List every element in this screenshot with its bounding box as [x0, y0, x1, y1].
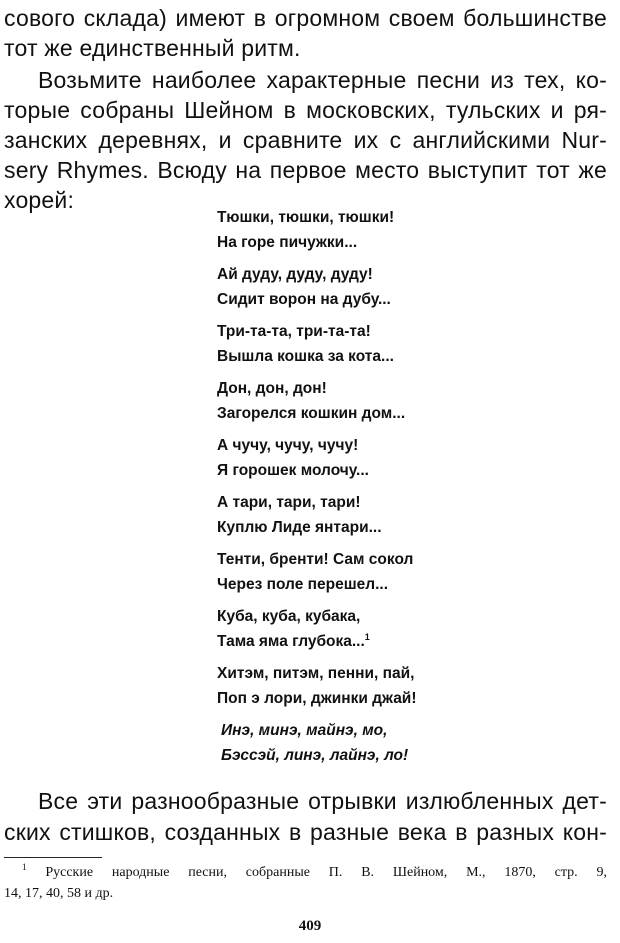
verse-line: Инэ, минэ, майнэ, мо,: [221, 722, 388, 739]
paragraph-line: торые собраны Шейном в московских, тульских и ря-: [4, 97, 607, 123]
verse-line: Тенти, бренти! Сам сокол: [217, 551, 414, 568]
verse-line: Дон, дон, дон!: [217, 380, 327, 397]
verse-line: Тюшки, тюшки, тюшки!: [217, 209, 395, 226]
verse-line: Хитэм, питэм, пенни, пай,: [217, 665, 415, 682]
footnote-text: Русские народные песни, собранные П. В. Шейном, М., 1870, стр. 9,: [45, 865, 608, 880]
paragraph-line: сового склада) имеют в огромном своем большинстве: [4, 5, 607, 31]
footnote-divider: [4, 857, 102, 858]
stanza: [217, 205, 477, 255]
stanza: [217, 376, 477, 426]
verse-line: А чучу, чучу, чучу!: [217, 437, 359, 454]
verse-line: Загорелся кошкин дом...: [217, 405, 406, 422]
stanza: [217, 490, 477, 540]
footnote-reference: 1: [364, 632, 370, 642]
verse-line: Куба, куба, кубака,: [217, 608, 361, 625]
verse-line: Бэссэй, линэ, лайнэ, ло!: [221, 747, 409, 764]
verse-line: На горе пичужки...: [217, 234, 358, 251]
verse-line: Вышла кошка за кота...: [217, 348, 394, 365]
paragraph-line: sery Rhymes. Всюду на первое место выступит тот же: [4, 157, 607, 183]
paragraph-line: занских деревнях, и сравните их с английскими Nur-: [4, 127, 607, 153]
paragraph-line: Все эти разнообразные отрывки излюбленных дет-: [38, 788, 607, 814]
paragraph-line: тот же единственный ритм.: [4, 35, 301, 61]
verse-line-text: Тама яма глубока...: [217, 633, 365, 650]
verse-line: Через поле перешел...: [217, 576, 388, 593]
verse-line: А тари, тари, тари!: [217, 494, 361, 511]
footnote-line: [22, 863, 607, 883]
verse-line: Сидит ворон на дубу...: [217, 291, 391, 308]
verse-line: Куплю Лиде янтари...: [217, 519, 382, 536]
verse-line: Три-та-та, три-та-та!: [217, 323, 371, 340]
paragraph-line: ских стишков, созданных в разные века в разных кон-: [4, 819, 607, 845]
stanza: [217, 547, 477, 597]
page-number: 409: [298, 918, 322, 934]
stanza: [221, 718, 481, 768]
verse-line: Ай дуду, дуду, дуду!: [217, 266, 373, 283]
stanza: [217, 661, 477, 711]
stanza: [217, 262, 477, 312]
paragraph-line: Возьмите наиболее характерные песни из тех, ко-: [38, 67, 607, 93]
verse-line: [217, 629, 477, 654]
stanza: [217, 604, 477, 654]
paragraph-line: хорей:: [4, 187, 75, 213]
stanza: [217, 433, 477, 483]
footnote-line: 14, 17, 40, 58 и др.: [4, 886, 114, 901]
footnote-mark: 1: [22, 862, 27, 872]
stanza: [217, 319, 477, 369]
verse-line: Я горошек молочу...: [217, 462, 369, 479]
verse-line: Поп э лори, джинки джай!: [217, 690, 417, 707]
